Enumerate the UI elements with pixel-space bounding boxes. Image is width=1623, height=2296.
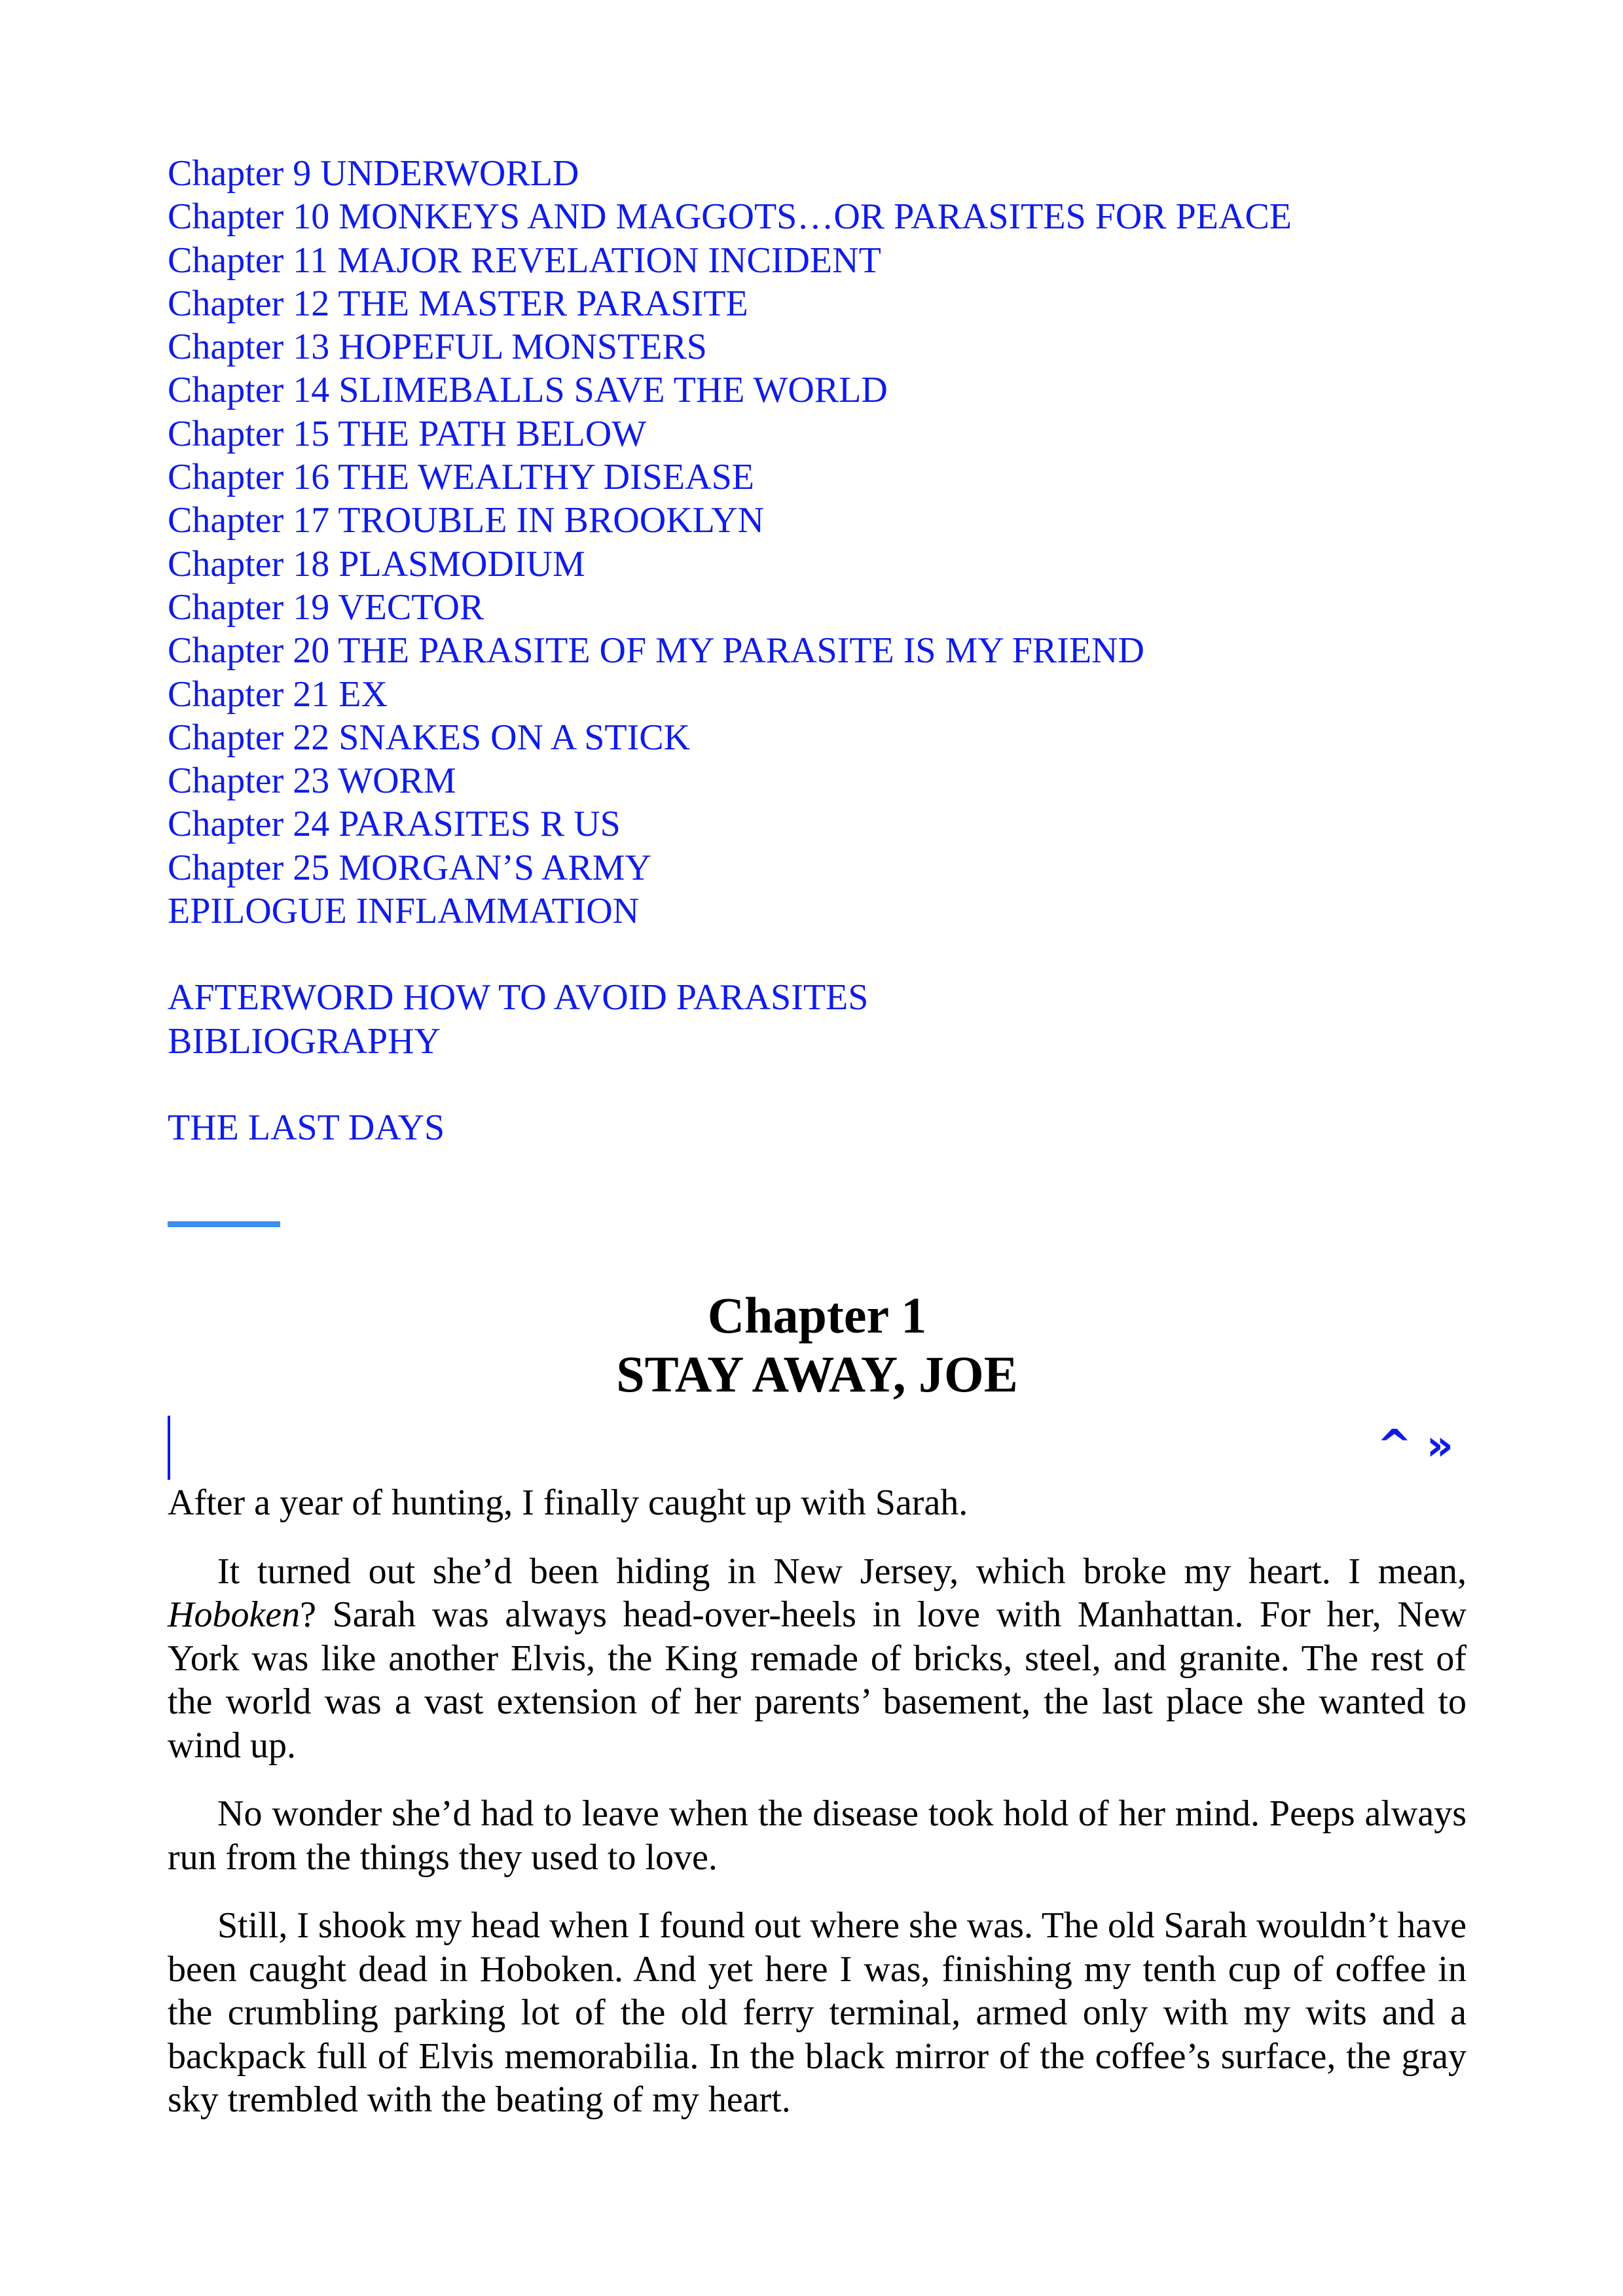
toc-item[interactable] — [168, 282, 1467, 325]
toc-link[interactable]: Chapter 24 PARASITES R US — [168, 804, 621, 845]
toc-item[interactable] — [168, 239, 1467, 282]
toc-item[interactable] — [168, 195, 1467, 238]
toc-item[interactable] — [168, 152, 1467, 195]
toc-item[interactable] — [168, 325, 1467, 368]
toc-item[interactable] — [168, 1020, 1467, 1063]
text-cursor — [168, 1416, 170, 1480]
toc-link[interactable]: Chapter 13 HOPEFUL MONSTERS — [168, 327, 707, 368]
toc-item[interactable] — [168, 543, 1467, 586]
toc-link[interactable]: Chapter 17 TROUBLE IN BROOKLYN — [168, 500, 765, 541]
chapter-nav-row — [168, 1416, 1467, 1481]
chapter-number: Chapter 1 — [707, 1287, 927, 1344]
toc-link[interactable]: Chapter 9 UNDERWORLD — [168, 153, 579, 194]
toc-link[interactable]: BIBLIOGRAPHY — [168, 1020, 441, 1062]
toc-link[interactable]: Chapter 21 EX — [168, 673, 388, 715]
next-chapter-icon[interactable]: » — [1426, 1422, 1453, 1471]
paragraph: After a year of hunting, I finally caught up with Sarah. — [168, 1482, 968, 1524]
toc-link[interactable]: Chapter 19 VECTOR — [168, 586, 484, 628]
toc-item[interactable] — [168, 1106, 1467, 1149]
back-to-top-icon[interactable]: ^ — [1377, 1422, 1412, 1471]
table-of-contents-extra — [168, 1106, 1467, 1149]
chapter-body — [168, 1481, 1467, 2122]
toc-link[interactable]: Chapter 12 THE MASTER PARASITE — [168, 283, 748, 324]
toc-link[interactable]: Chapter 15 THE PATH BELOW — [168, 413, 647, 454]
toc-item[interactable] — [168, 673, 1467, 716]
document-page — [168, 152, 1467, 2147]
toc-item[interactable] — [168, 412, 1467, 456]
italic-place-name: Hoboken — [168, 1594, 301, 1636]
toc-item[interactable] — [168, 368, 1467, 412]
toc-item[interactable] — [168, 976, 1467, 1019]
chapter-title: STAY AWAY, JOE — [616, 1346, 1018, 1403]
paragraph-text: It turned out she’d been hiding in New Jersey, which broke my heart. I mean, — [217, 1551, 1467, 1592]
chapter-nav-icons — [1377, 1422, 1453, 1471]
toc-item[interactable] — [168, 586, 1467, 629]
toc-link[interactable]: Chapter 22 SNAKES ON A STICK — [168, 717, 691, 758]
toc-link[interactable]: EPILOGUE INFLAMMATION — [168, 891, 640, 932]
toc-link[interactable]: Chapter 25 MORGAN’S ARMY — [168, 847, 651, 888]
toc-link[interactable]: Chapter 18 PLASMODIUM — [168, 543, 585, 584]
toc-link[interactable]: Chapter 14 SLIMEBALLS SAVE THE WORLD — [168, 370, 888, 411]
toc-link[interactable]: Chapter 23 WORM — [168, 761, 456, 802]
paragraph-text: ? Sarah was always head-over-heels in love with Manhattan. For her, New York was like another Elvis, the King remade of bricks, steel, and granite. The rest of the world was a vast extension of her parents’ basement, the last place she wanted to wind up. — [168, 1594, 1467, 1766]
toc-item[interactable] — [168, 629, 1467, 672]
toc-item[interactable] — [168, 889, 1467, 933]
toc-link[interactable]: Chapter 11 MAJOR REVELATION INCIDENT — [168, 240, 881, 281]
toc-item[interactable] — [168, 846, 1467, 889]
toc-item[interactable] — [168, 759, 1467, 802]
paragraph: Still, I shook my head when I found out where she was. The old Sarah wouldn’t have been caught dead in Hoboken. And yet here I was, finishing my tenth cup of coffee in the crumbling parking lot of the old ferry terminal, armed only with my wits and a backpack full of Elvis memorabilia. In the black mirror of the coffee’s surface, the gray sky trembled with the beating of my heart. — [168, 1905, 1467, 2121]
section-divider — [168, 1221, 280, 1227]
toc-item[interactable] — [168, 456, 1467, 499]
toc-link[interactable]: Chapter 16 THE WEALTHY DISEASE — [168, 457, 754, 498]
toc-link[interactable]: AFTERWORD HOW TO AVOID PARASITES — [168, 977, 869, 1018]
paragraph: No wonder she’d had to leave when the disease took hold of her mind. Peeps always run from the things they used to love. — [168, 1793, 1467, 1878]
toc-item[interactable] — [168, 716, 1467, 759]
toc-link[interactable]: Chapter 20 THE PARASITE OF MY PARASITE IS MY FRIEND — [168, 630, 1144, 672]
toc-item[interactable] — [168, 499, 1467, 542]
toc-link[interactable]: Chapter 10 MONKEYS AND MAGGOTS…OR PARASITES FOR PEACE — [168, 196, 1292, 238]
toc-item[interactable] — [168, 802, 1467, 846]
table-of-contents-chapters — [168, 152, 1467, 933]
paragraph — [168, 1550, 1467, 1768]
table-of-contents-backmatter — [168, 976, 1467, 1063]
chapter-heading — [168, 1286, 1467, 1404]
toc-link[interactable]: THE LAST DAYS — [168, 1107, 445, 1148]
